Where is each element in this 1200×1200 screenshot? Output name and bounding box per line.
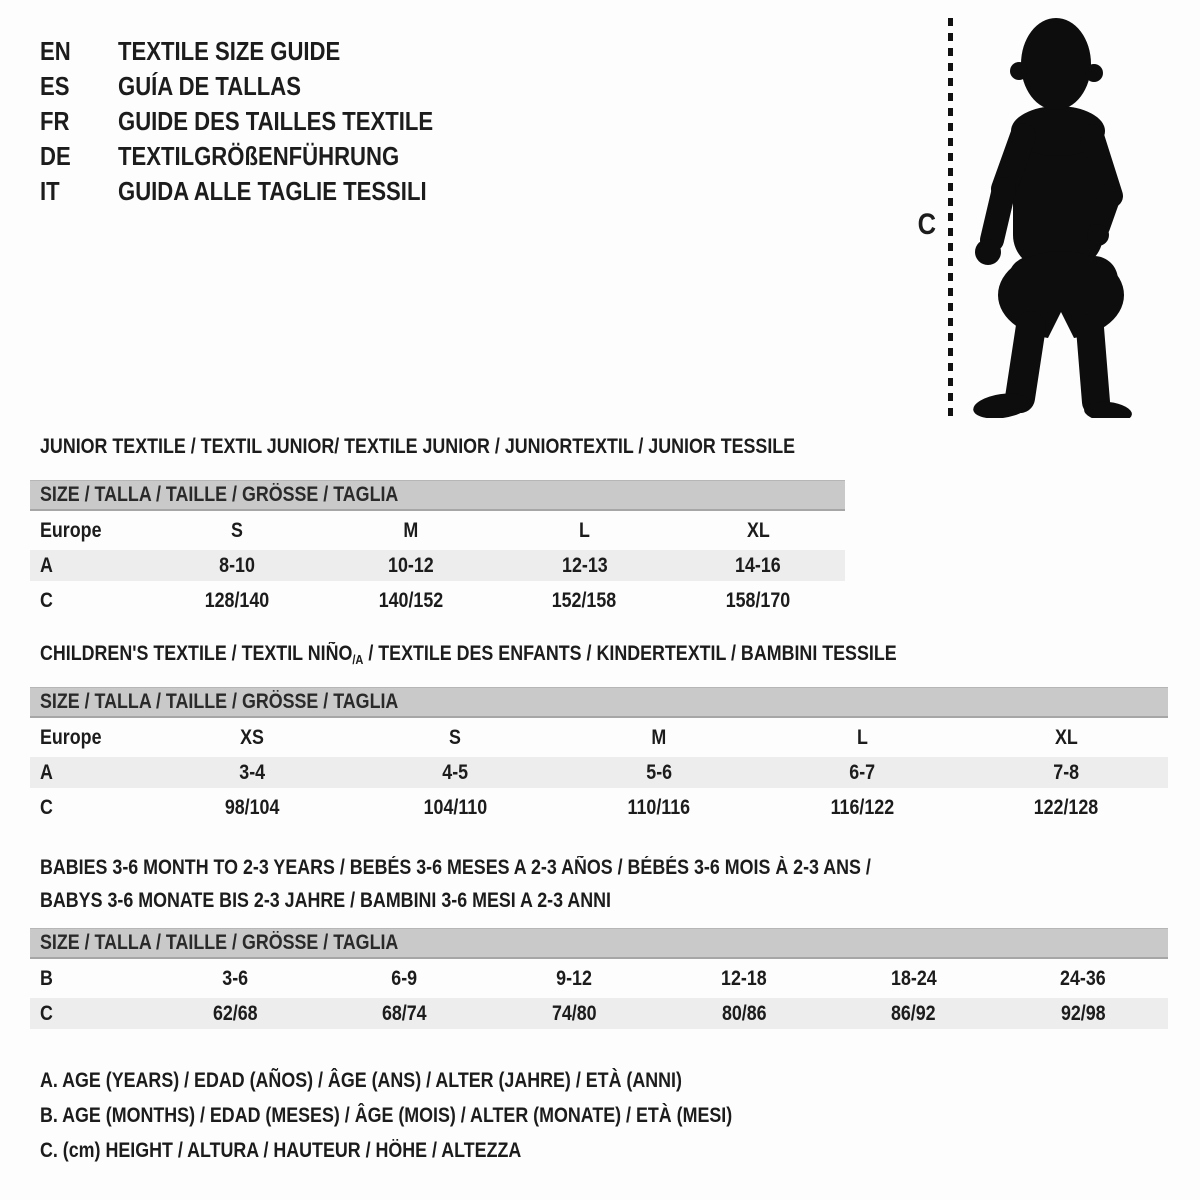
- height-value: 128/140: [204, 589, 270, 612]
- age-value: 4-5: [442, 761, 469, 784]
- age-value: 3-4: [238, 761, 265, 784]
- junior-textile-title: [30, 436, 845, 458]
- guide-title: TEXTILGRÖßENFÜHRUNG: [118, 141, 400, 171]
- height-value: 74/80: [551, 1002, 597, 1025]
- size-value: L: [857, 726, 869, 749]
- height-measure-letter: C: [917, 208, 937, 241]
- table-row: [30, 998, 1168, 1029]
- children-textile-title: [30, 643, 1168, 665]
- table-row: [30, 792, 1168, 823]
- months-value: 9-12: [556, 967, 593, 990]
- age-value: 10-12: [387, 554, 434, 577]
- height-value: 80/86: [721, 1002, 767, 1025]
- height-value: 104/110: [423, 796, 488, 819]
- age-value: 7-8: [1053, 761, 1080, 784]
- size-value: M: [651, 726, 667, 749]
- size-value: XL: [746, 519, 770, 542]
- height-value: 122/128: [1033, 796, 1099, 819]
- babies-title-line2: BABYS 3-6 MONATE BIS 2-3 JAHRE / BAMBINI 3-6 MESI A 2-3 ANNI: [40, 889, 611, 912]
- language-code: EN: [40, 36, 71, 66]
- months-value: 24-36: [1060, 967, 1106, 990]
- table-row: [30, 963, 1168, 994]
- children-textile-section: [30, 643, 1168, 823]
- row-label: Europe: [40, 519, 102, 542]
- row-label: C: [40, 589, 53, 612]
- size-value: XS: [239, 726, 264, 749]
- legend-line-a-text: A. AGE (YEARS) / EDAD (AÑOS) / ÂGE (ANS) / ALTER (JAHRE) / ETÀ (ANNI): [40, 1069, 682, 1092]
- babies-textile-section: [30, 851, 1168, 1029]
- height-value: 62/68: [212, 1002, 258, 1025]
- legend-line-a: [40, 1070, 854, 1105]
- height-measure-label: [908, 208, 946, 242]
- legend-line-c-text: C. (cm) HEIGHT / ALTURA / HAUTEUR / HÖHE / ALTEZZA: [40, 1139, 522, 1162]
- title-pre: CHILDREN'S TEXTILE / TEXTIL NIÑO: [40, 642, 353, 665]
- babies-textile-title: [30, 851, 1168, 917]
- age-value: 14-16: [735, 554, 781, 577]
- size-value: L: [578, 519, 590, 542]
- row-label: B: [40, 967, 53, 990]
- age-value: 12-13: [561, 554, 608, 577]
- toddler-silhouette-image: [966, 14, 1136, 418]
- title-post: / TEXTILE DES ENFANTS / KINDERTEXTIL / BAMBINI TESSILE: [363, 642, 897, 665]
- guide-title: TEXTILE SIZE GUIDE: [118, 36, 341, 66]
- junior-textile-section: [30, 436, 845, 616]
- table-row: [30, 585, 845, 616]
- months-value: 6-9: [391, 967, 418, 990]
- age-value: 8-10: [219, 554, 255, 577]
- months-value: 18-24: [890, 967, 937, 990]
- size-value: S: [230, 519, 243, 542]
- language-title-list: [40, 34, 489, 209]
- legend-line-c: [40, 1140, 854, 1175]
- size-value: S: [449, 726, 462, 749]
- language-code: FR: [40, 106, 70, 136]
- table-row: [30, 550, 845, 581]
- table-row: [30, 515, 845, 546]
- children-size-header-bar: [30, 687, 1168, 718]
- children-size-header-text: SIZE / TALLA / TAILLE / GRÖSSE / TAGLIA: [40, 690, 399, 713]
- babies-size-header-bar: [30, 928, 1168, 959]
- height-value: 86/92: [891, 1002, 936, 1025]
- age-value: 6-7: [849, 761, 876, 784]
- height-value: 98/104: [224, 796, 280, 819]
- table-row: [30, 722, 1168, 753]
- babies-size-header-text: SIZE / TALLA / TAILLE / GRÖSSE / TAGLIA: [40, 931, 399, 954]
- measurement-legend: [40, 1070, 854, 1175]
- guide-title: GUÍA DE TALLAS: [118, 71, 301, 101]
- table-row: [30, 757, 1168, 788]
- junior-size-header-bar: [30, 480, 845, 511]
- legend-line-b: [40, 1105, 854, 1140]
- junior-size-header-text: SIZE / TALLA / TAILLE / GRÖSSE / TAGLIA: [40, 483, 399, 506]
- babies-title-line1: BABIES 3-6 MONTH TO 2-3 YEARS / BEBÉS 3-6 MESES A 2-3 AÑOS / BÉBÉS 3-6 MOIS À 2-3 ANS /: [40, 856, 871, 879]
- row-label: A: [40, 761, 53, 784]
- height-value: 92/98: [1060, 1002, 1106, 1025]
- age-value: 5-6: [646, 761, 672, 784]
- language-code: IT: [40, 176, 60, 206]
- row-label: C: [40, 796, 53, 819]
- language-code: DE: [40, 141, 71, 171]
- row-label: A: [40, 554, 53, 577]
- months-value: 3-6: [221, 967, 248, 990]
- title-subscript: /A: [352, 652, 364, 667]
- size-value: XL: [1054, 726, 1078, 749]
- children-textile-title-text: [40, 643, 897, 671]
- height-value: 110/116: [627, 796, 691, 819]
- height-value: 152/158: [552, 589, 617, 612]
- height-value: 68/74: [382, 1002, 427, 1025]
- height-value: 140/152: [378, 589, 443, 612]
- guide-title: GUIDA ALLE TAGLIE TESSILI: [118, 176, 427, 206]
- junior-textile-title-text: JUNIOR TEXTILE / TEXTIL JUNIOR/ TEXTILE JUNIOR / JUNIORTEXTIL / JUNIOR TESSILE: [40, 435, 796, 458]
- height-value: 116/122: [830, 796, 895, 819]
- row-label: Europe: [40, 726, 102, 749]
- toddler-silhouette-shapes: [972, 18, 1133, 418]
- guide-title: GUIDE DES TAILLES TEXTILE: [118, 106, 434, 136]
- height-value: 158/170: [725, 589, 791, 612]
- legend-line-b-text: B. AGE (MONTHS) / EDAD (MESES) / ÂGE (MOIS) / ALTER (MONATE) / ETÀ (MESI): [40, 1104, 733, 1127]
- height-dashed-line: [948, 18, 953, 416]
- language-code: ES: [40, 71, 70, 101]
- months-value: 12-18: [720, 967, 767, 990]
- row-label: C: [40, 1002, 53, 1025]
- size-value: M: [403, 519, 419, 542]
